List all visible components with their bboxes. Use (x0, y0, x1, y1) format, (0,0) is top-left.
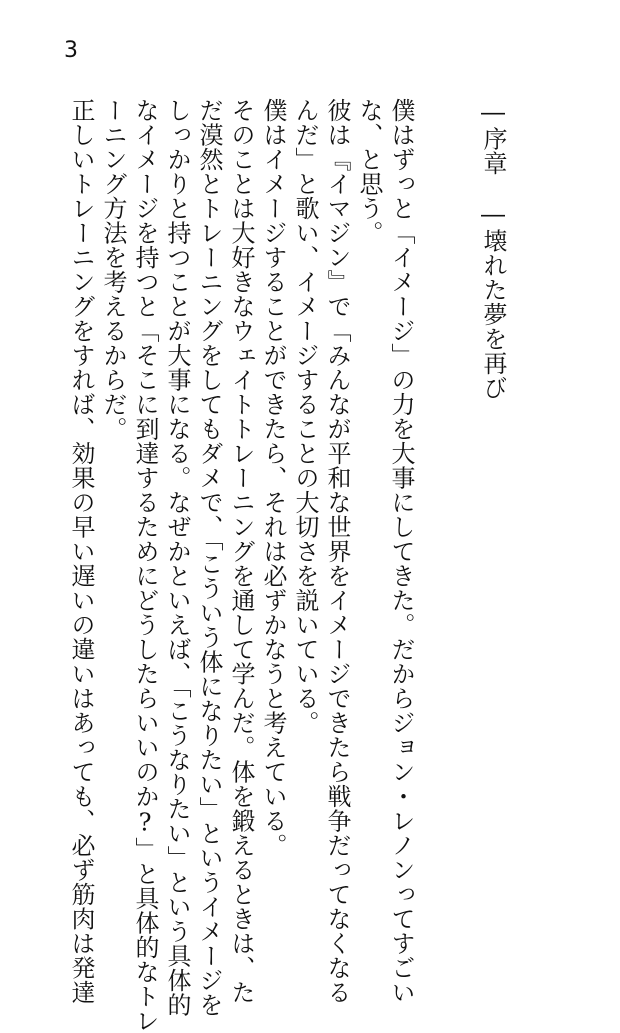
body-line: な、と思う。 (355, 98, 383, 245)
body-line: そのことは大好きなウェイトトレーニングを通して学んだ。体を鍛えるときは、た (227, 98, 255, 1005)
body-line: なイメージを持つと「そこに到達するためにどうしたらいいのか?」と具体的なトレ (131, 98, 159, 1033)
body-line: 正しいトレーニングをすれば、効果の早い遅いの違いはあっても、必ず筋肉は発達 (67, 98, 95, 1005)
chapter-title: ―序章 ―壊れた夢を再び (479, 98, 507, 400)
body-line: 僕はイメージすることができたら、それは必ずかなうと考えている。 (259, 98, 287, 858)
body-line: ーニング方法を考えるからだ。 (99, 98, 127, 441)
body-line: だ漠然とトレーニングをしてもダメで、「こういう体になりたい」というイメージを (195, 98, 223, 1017)
page-number: 3 (64, 38, 78, 63)
body-line: しっかりと持つことが大事になる。なぜかといえば、「こうなりたい」という具体的 (163, 98, 191, 1017)
body-line: 彼は『イマジン』で「みんなが平和な世界をイメージできたら戦争だってなくなる (323, 98, 351, 1005)
body-line: んだ」と歌い、イメージすることの大切さを説いている。 (291, 98, 319, 735)
body-line: 僕はずっと「イメージ」の力を大事にしてきた。だからジョン・レノンってすごい (387, 98, 415, 1005)
